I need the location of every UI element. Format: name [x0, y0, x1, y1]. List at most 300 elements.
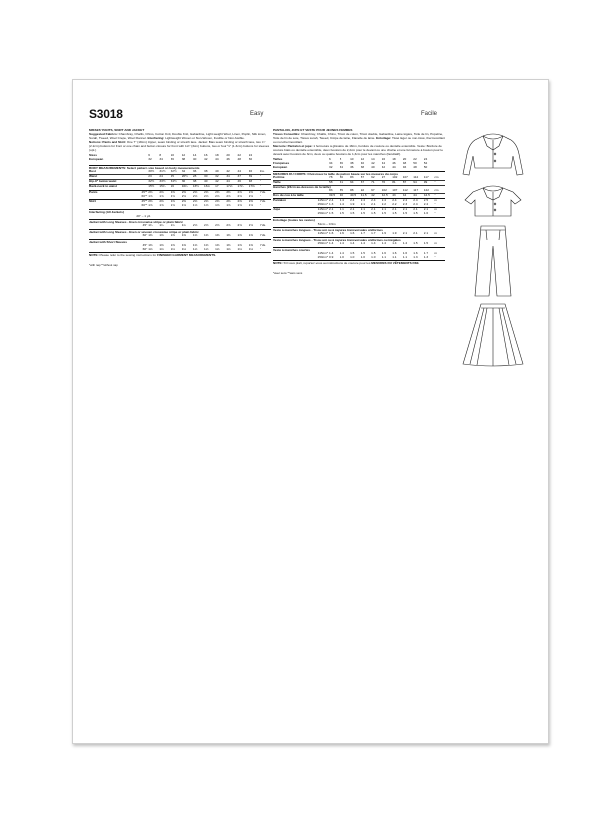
pattern-envelope-back — [72, 79, 549, 744]
row-value: 44 — [392, 165, 396, 169]
row-value: 1.1 — [381, 255, 386, 259]
row-value: 1⅝ — [204, 204, 209, 208]
row-unit: " — [259, 247, 261, 251]
table-row — [273, 232, 445, 236]
row-value: 1.5 — [371, 251, 376, 255]
row-value: 8 — [159, 154, 162, 157]
row-value: 0.9 — [329, 255, 334, 259]
row-value: 2⅜ — [204, 190, 209, 195]
row-value: 83 — [329, 189, 333, 193]
row-label — [273, 242, 314, 246]
row-value: 102 — [392, 175, 398, 179]
row-value: 1⅜ — [192, 233, 198, 237]
row-value: 2.4 — [350, 198, 355, 203]
row-value: 2.2 — [392, 203, 397, 207]
english-jacket-long-uneven: Jacket with Long Sleeves - Even or uneven crosswise stripe or plain fabric — [89, 229, 271, 234]
row-value: 33½ — [159, 179, 166, 183]
row-value: 1.0 — [371, 255, 376, 259]
row-label: Pantalon — [273, 198, 287, 203]
row-value: 1⅛ — [192, 247, 198, 251]
french-sizes-table — [273, 158, 445, 170]
row-value: 1⅝ — [159, 204, 164, 208]
row-value: 76 — [381, 180, 386, 184]
row-label: Jupe — [273, 207, 281, 212]
row-value: 1.5 — [360, 251, 365, 255]
row-label — [273, 212, 314, 216]
row-value: 92 — [360, 189, 365, 193]
row-value: 38 — [192, 179, 197, 183]
row-value: 40 — [215, 169, 219, 173]
row-value: 32 — [148, 157, 152, 161]
row-value: 2⅜ — [248, 190, 253, 195]
row-value: 1¾ — [159, 224, 164, 228]
row-value: 1.5 — [392, 211, 397, 215]
row-value: 42 — [381, 165, 386, 169]
row-value: 117 — [413, 189, 419, 193]
row-width: 115cm* — [317, 198, 329, 203]
row-label: Back-neck to waist — [89, 184, 117, 188]
row-value: 85 — [339, 189, 343, 193]
row-value: 2⅝ — [192, 224, 198, 228]
row-value: 2⅜ — [248, 199, 253, 204]
row-value: 50 — [248, 157, 253, 161]
row-width: 60" — [142, 247, 148, 251]
table-row — [89, 204, 271, 208]
row-value: 1⅛ — [148, 247, 153, 251]
row-value: 1.4 — [360, 241, 365, 245]
row-value: 34 — [181, 169, 186, 173]
row-value: 1⅛ — [226, 247, 231, 251]
row-value: 36 — [192, 169, 197, 173]
row-unit: " — [259, 179, 261, 183]
row-value: 1.9 — [392, 231, 397, 235]
row-value: 2⅜ — [159, 190, 164, 195]
row-label: Dos du cou à la taille — [273, 193, 304, 198]
row-value: 2.1 — [329, 207, 334, 212]
row-value: 48 — [402, 161, 407, 165]
row-width: 150cm* — [317, 241, 329, 245]
row-value: 24 — [159, 174, 163, 178]
row-value: 2⅜ — [170, 190, 175, 195]
row-label: Européen — [273, 165, 288, 169]
row-value: 1.3 — [329, 203, 334, 207]
english-title: MISSES' PANTS, SKIRT AND JACKET — [89, 128, 145, 132]
row-value: 1.6 — [392, 251, 397, 255]
row-value: 2.1 — [413, 207, 418, 212]
english-pants-table — [89, 190, 271, 199]
row-unit: " — [434, 203, 436, 207]
row-value: 1.4 — [329, 241, 334, 245]
row-value: 50 — [413, 161, 417, 165]
row-value: 2⅜ — [204, 199, 209, 204]
row-value: 42 — [371, 193, 375, 198]
english-jacket-long-uneven-table — [89, 234, 271, 238]
row-value: 2.4 — [413, 203, 418, 207]
row-value: 1⅝ — [226, 204, 231, 208]
row-width: 150cm* — [317, 211, 329, 215]
row-value: 2.1 — [371, 207, 376, 212]
row-value: 46 — [392, 161, 396, 165]
row-value: 1.4 — [339, 203, 344, 207]
english-interfacing-title: Interfacing (All Jackets) — [89, 209, 271, 214]
row-unit: " — [259, 174, 261, 178]
row-value: 1.3 — [423, 255, 429, 259]
row-value: 1⅜ — [226, 233, 231, 237]
english-jacket-long-crosswise: Jacket with Long Sleeves - Even crosswise stripe or plain fabric — [89, 219, 271, 224]
row-value: 1.5 — [371, 211, 376, 215]
row-value: 44 — [215, 157, 219, 161]
row-value: 2⅝ — [248, 195, 253, 199]
row-value: 1⅝ — [148, 195, 153, 199]
row-value: 80 — [339, 175, 343, 179]
row-width: 150cm* — [317, 203, 329, 207]
row-value: 37 — [237, 174, 241, 178]
row-value: 42 — [204, 157, 208, 161]
row-label: Hanches (23cm au-dessous de la taille) — [273, 185, 331, 189]
row-value: 1.5 — [329, 211, 334, 215]
row-value: 40 — [339, 193, 343, 198]
row-value: 14 — [192, 154, 197, 157]
english-fabrics: Suggested Fabrics: Chambray, Challis, Chino, Cotton Knit, Double Knit, Gabardine, Light-weight Wool, Linen, Poplin, Silk Linen, Surah, Tweed, Wool Crepe, Wool Flannel. Interfacing: Lightweight Woven or Non-Woven, Fusible or Non-fusible. — [89, 132, 267, 140]
row-unit: cm — [434, 175, 439, 179]
french-veste-long2: Veste à manches longues - Tissu uni ou à rayures transversales uniformes ou inégales — [273, 237, 445, 242]
row-unit: Yds. — [259, 243, 266, 247]
french-footnote: *avec sens **sans sens — [273, 270, 303, 275]
row-unit: " — [259, 195, 261, 199]
row-value: 97 — [371, 189, 375, 193]
skirt-drawing — [457, 302, 529, 368]
row-value: 2⅝ — [215, 195, 220, 199]
row-value: 6 — [329, 158, 331, 161]
row-value: 20 — [226, 154, 230, 157]
row-value: 40 — [371, 165, 375, 169]
row-value: 1⅝ — [159, 195, 164, 199]
row-value: 1.4 — [392, 241, 397, 245]
row-value: 32½ — [148, 179, 155, 183]
row-value: 22 — [413, 158, 417, 161]
row-value: 1¾ — [170, 224, 175, 228]
row-value: 48 — [237, 157, 241, 161]
row-value: 10 — [170, 154, 174, 157]
row-value: 52 — [423, 161, 428, 165]
row-value: 6 — [148, 154, 150, 157]
row-value: 20 — [402, 158, 407, 161]
row-value: 2.1 — [402, 207, 408, 212]
row-value: 2⅝ — [215, 224, 220, 228]
row-value: 2.1 — [381, 207, 386, 212]
row-value: 83 — [350, 175, 354, 179]
row-value: 1.6 — [329, 231, 334, 235]
row-value: 16¼ — [181, 184, 188, 188]
row-unit: m — [434, 251, 437, 255]
row-value: 44 — [226, 179, 230, 183]
row-value: 1.5 — [423, 241, 429, 245]
row-width: 60"* — [141, 204, 148, 208]
row-value: 39 — [248, 174, 253, 178]
row-label — [89, 224, 133, 228]
row-value: 2.4 — [402, 198, 408, 203]
row-unit: m — [434, 198, 437, 203]
row-label — [89, 204, 133, 208]
row-value: 17¼ — [237, 184, 244, 188]
row-value: 39.5 — [329, 193, 336, 198]
row-value: 22 — [237, 154, 241, 157]
row-label: Bust — [89, 169, 96, 173]
row-value: 18 — [215, 154, 219, 157]
english-skirt-table — [89, 199, 271, 208]
row-value: 2⅝ — [192, 195, 198, 199]
row-value: 38 — [350, 161, 354, 165]
row-unit: Yds. — [259, 190, 266, 195]
row-value: 40 — [192, 157, 197, 161]
row-value: 1⅛ — [248, 247, 253, 251]
row-value: 30 — [204, 174, 208, 178]
jacket-short-sleeves-drawing — [457, 184, 529, 220]
row-value: 1.7 — [360, 231, 365, 235]
row-value: 1.3 — [413, 255, 418, 259]
row-value: 2⅝ — [170, 195, 175, 199]
row-value: 2.1 — [413, 231, 418, 235]
french-entoilage-title: Entoilage (toutes les vestes) — [273, 217, 445, 222]
row-value: 1⅜ — [226, 243, 231, 247]
row-value: 48 — [248, 179, 253, 183]
row-value: 1.5 — [381, 211, 386, 215]
row-value: 24 — [423, 158, 428, 161]
row-value: 1⅜ — [159, 243, 164, 247]
row-value: 2⅜ — [237, 190, 242, 195]
row-value: 2.1 — [392, 207, 397, 212]
row-value: 1¾ — [148, 224, 153, 228]
row-value: 36 — [350, 165, 354, 169]
row-value: 112 — [402, 189, 408, 193]
row-value: 31½ — [159, 169, 166, 173]
french-veste-long2-table — [273, 242, 445, 246]
row-unit: cm — [434, 189, 439, 193]
row-unit: Yds. — [259, 224, 266, 228]
row-value: 1⅝ — [192, 204, 198, 208]
row-value: 1⅛ — [170, 247, 175, 251]
row-value: 34 — [159, 157, 163, 161]
row-width: 60"* — [141, 195, 148, 199]
row-value: 71 — [371, 180, 375, 184]
french-column — [273, 128, 445, 275]
row-value: 40 — [360, 161, 365, 165]
row-value: 44.5 — [423, 193, 430, 198]
row-label: Poitrine — [273, 175, 285, 179]
row-value: 2.1 — [360, 203, 365, 207]
row-value: 15½ — [148, 184, 155, 188]
row-value: 1⅜ — [170, 233, 175, 237]
difficulty-french: Facile — [421, 111, 438, 117]
row-value: 122 — [423, 189, 429, 193]
row-value: 2.3 — [402, 203, 408, 207]
row-value: 2.1 — [339, 207, 344, 212]
english-footnote: *with nap **without nap — [89, 262, 118, 267]
english-sizes-table — [89, 154, 271, 162]
row-value: 16½ — [192, 184, 199, 188]
french-entoilage-row: 51cm – 0.9m — [317, 221, 336, 226]
jacket-long-sleeves-drawing — [457, 130, 529, 180]
row-unit: " — [434, 211, 436, 215]
row-value: 1⅛ — [215, 247, 220, 251]
row-value: 1.6 — [423, 211, 429, 215]
row-value: 44 — [402, 193, 407, 198]
row-value: 1.5 — [339, 211, 344, 215]
row-value: 2⅜ — [226, 190, 231, 195]
row-unit — [434, 166, 445, 170]
row-value: 44 — [381, 161, 386, 165]
row-value: 30½ — [148, 169, 155, 173]
row-value: 36 — [339, 161, 343, 165]
row-width: 45"* — [141, 199, 148, 204]
row-label: European — [89, 157, 104, 161]
row-value: 42.5 — [381, 193, 388, 198]
row-value: 48 — [413, 165, 417, 169]
row-value: 1.4 — [381, 241, 386, 245]
french-notions: Mercerie: Pantalon et jupe: 1 fermeture à glissière de 18cm, bordure de couture ou dentelle extensible. Veste: Bordure de couture biais ou dentelle extensible, deux boutons de 2,2cm pour le devant ou une chaîne et une fermeture à bouton pour le devant avec boutons de 3cm, deux ou quatre boutons de 1,3cm pour les manches (facultatif). — [273, 144, 443, 156]
french-fabrics: Tissus Conseillés: Chambray, Challis, Chino, Tricot de coton, Tricot double, Gabardine, Laine légère, Toile de lin, Popeline, Toile de lin de soie, Tissus surah, Tweed, Crêpe de laine, Flanelle de laine. Entoilage: Tissé léger ou non-tissé, thermocollant ou non-thermocollant. — [273, 132, 445, 144]
row-value: 1.7 — [423, 251, 429, 255]
row-value: 1.5 — [413, 241, 418, 245]
row-value: 1⅝ — [237, 204, 242, 208]
row-value: 17⅜ — [248, 184, 255, 188]
french-jupe-table — [273, 207, 445, 216]
row-value: 1.0 — [360, 255, 365, 259]
row-value: 1.4 — [329, 251, 334, 255]
row-value: 1⅜ — [237, 233, 242, 237]
row-value: 2.1 — [423, 231, 429, 235]
row-value: 2.4 — [423, 203, 429, 207]
row-label: Pants — [89, 190, 98, 195]
row-value: 42 — [371, 161, 375, 165]
row-value: 2.4 — [329, 198, 334, 203]
row-value: 32 — [329, 165, 333, 169]
row-value: 40.5 — [350, 193, 357, 198]
row-unit: m — [434, 241, 437, 245]
row-value: 1.5 — [350, 211, 355, 215]
row-unit: " — [259, 184, 261, 188]
row-value: 1⅜ — [148, 243, 153, 247]
row-width: 115cm* — [317, 231, 329, 235]
english-column — [89, 128, 271, 267]
row-value: 34 — [226, 174, 230, 178]
row-value: 2⅝ — [237, 224, 242, 228]
row-value: 1⅝ — [148, 204, 153, 208]
row-value: 2.4 — [381, 198, 386, 203]
row-value: 2⅜ — [192, 190, 198, 195]
row-value: 2⅜ — [148, 199, 153, 204]
row-label — [89, 234, 133, 238]
row-value: 46 — [237, 179, 241, 183]
pattern-number: S3018 — [89, 107, 123, 121]
french-note: NOTE: S'il vous plaît, reportez-vous au instructions de couture pour les MESURES DU VÊTEMENTS FINI. — [273, 260, 445, 265]
row-value: 2⅜ — [181, 190, 186, 195]
row-value: 1⅜ — [170, 243, 175, 247]
row-value: 2⅝ — [248, 224, 253, 228]
row-value: 97 — [381, 175, 386, 179]
row-value: 1⅛ — [237, 247, 242, 251]
row-label: Skirt — [89, 199, 96, 204]
row-value: 1⅜ — [159, 233, 164, 237]
row-value: 99 — [423, 180, 428, 184]
row-value: 2.4 — [413, 198, 418, 203]
row-value: 16¾ — [204, 184, 211, 188]
row-value: 1⅜ — [181, 233, 186, 237]
table-row — [273, 242, 445, 246]
row-unit: Ins. — [259, 169, 265, 173]
row-value: 2.1 — [423, 207, 429, 212]
row-value: 88 — [350, 189, 354, 193]
row-value: 1.4 — [339, 241, 344, 245]
row-value: 46 — [402, 165, 407, 169]
pants-drawing — [457, 224, 529, 298]
row-value: 44 — [237, 169, 241, 173]
row-value: 2⅝ — [204, 224, 209, 228]
row-value: 2⅜ — [237, 199, 242, 204]
row-value: 2⅜ — [170, 199, 175, 204]
row-value: 41.5 — [360, 193, 367, 198]
row-value: 94 — [413, 180, 417, 184]
row-value: 36 — [170, 157, 174, 161]
french-veste-courtes: Veste à manches courtes — [273, 247, 445, 252]
row-width — [314, 166, 329, 170]
row-value: 40 — [204, 179, 208, 183]
row-width: 45" — [142, 224, 148, 228]
row-value: 1⅝ — [170, 204, 175, 208]
french-title: PANTALON, JUPE ET VESTE POUR JEUNES FEMMES — [273, 128, 353, 132]
row-value: 1⅜ — [237, 243, 242, 247]
english-body-title: BODY MEASUREMENTS: Select pattern size based on body measurements — [89, 165, 271, 170]
row-value: 2.4 — [360, 198, 365, 203]
row-value: 2.1 — [350, 207, 355, 212]
row-value: 117 — [423, 175, 429, 179]
row-value: 38 — [360, 165, 365, 169]
row-value: 1⅜ — [204, 243, 209, 247]
row-value: 1⅜ — [215, 243, 220, 247]
row-unit: Yds. — [259, 199, 266, 204]
row-label: Tailles — [273, 158, 283, 161]
row-value: 2.5 — [423, 198, 429, 203]
french-body-title: MESURES DU CORPS: Choisissez la taille du patron basée sur les mesures du corps — [273, 171, 445, 176]
row-value: 2⅝ — [204, 195, 209, 199]
row-value: 92 — [371, 175, 375, 179]
row-value: 81 — [392, 180, 396, 184]
row-value: 23 — [148, 174, 152, 178]
french-veste-long1-table — [273, 232, 445, 236]
row-value: 46 — [226, 157, 230, 161]
row-value: 1.9 — [381, 231, 386, 235]
row-value: 112 — [413, 175, 419, 179]
table-row — [273, 166, 445, 170]
row-value: 2⅝ — [226, 195, 231, 199]
row-value: 24 — [248, 154, 253, 157]
row-unit: m — [434, 207, 437, 212]
row-label: Hip-9" below waist — [89, 179, 117, 183]
row-value: 1.6 — [350, 231, 355, 235]
row-unit: " — [434, 180, 436, 184]
row-value: 87 — [360, 175, 365, 179]
row-value: 14 — [371, 158, 375, 161]
row-value: 1⅜ — [215, 233, 220, 237]
row-width: 115cm* — [317, 207, 329, 212]
row-value: 18 — [392, 158, 396, 161]
row-value: 1¾ — [181, 224, 186, 228]
table-row — [89, 234, 271, 238]
row-value: 1.1 — [402, 255, 408, 259]
row-value: 2.4 — [371, 198, 376, 203]
french-body-table — [273, 176, 445, 199]
row-value: 2.2 — [381, 203, 386, 207]
